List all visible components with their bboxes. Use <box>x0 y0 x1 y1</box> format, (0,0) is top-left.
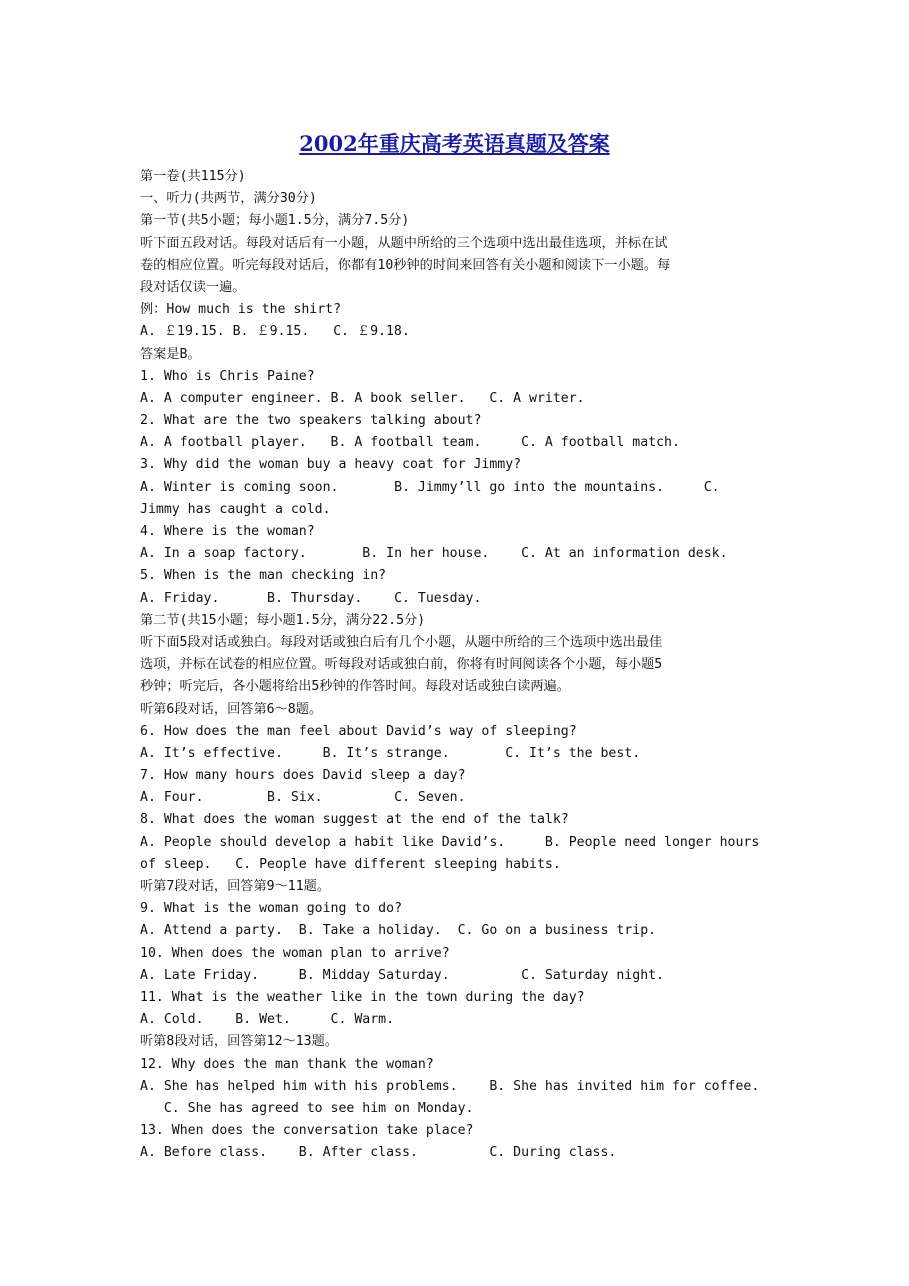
options: A. Attend a party. B. Take a holiday. C. Go on a business trip. <box>140 923 657 939</box>
question: 2. What are the two speakers talking about? <box>140 413 482 429</box>
dialogue-heading: 听第7段对话，回答第9～11题。 <box>140 879 331 894</box>
options: A. Friday. B. Thursday. C. Tuesday. <box>140 590 482 606</box>
document-title: 2002年重庆高考英语真题及答案 <box>299 131 610 156</box>
options-continued: Jimmy has caught a cold. <box>140 501 331 517</box>
options: A. Four. B. Six. C. Seven. <box>140 790 466 806</box>
instruction-line: 听下面五段对话。每段对话后有一小题，从题中所给的三个选项中选出最佳选项，并标在试 <box>140 235 668 251</box>
question: 9. What is the woman going to do? <box>140 901 403 917</box>
options: A. Before class. B. After class. C. During class. <box>140 1145 617 1161</box>
question: 10. When does the woman plan to arrive? <box>140 945 450 961</box>
dialogue-heading: 听第8段对话，回答第12～13题。 <box>140 1034 338 1050</box>
subsection-heading: 第一节(共5小题；每小题1.5分，满分7.5分) <box>140 213 410 229</box>
example-answer: 答案是B。 <box>140 346 201 362</box>
question: 12. Why does the man thank the woman? <box>140 1056 434 1072</box>
example-question: 例：How much is the shirt? <box>140 302 342 318</box>
options: A. A computer engineer. B. A book seller. C. A writer. <box>140 390 585 406</box>
question: 13. When does the conversation take place? <box>140 1123 474 1139</box>
question: 3. Why did the woman buy a heavy coat for Jimmy? <box>140 457 522 473</box>
question: 4. Where is the woman? <box>140 524 315 539</box>
subsection-heading: 第二节(共15小题；每小题1.5分，满分22.5分) <box>140 612 426 628</box>
document-body <box>140 166 790 1164</box>
instruction-line: 卷的相应位置。听完每段对话后，你都有10秒钟的时间来回答有关小题和阅读下一小题。每 <box>140 257 671 273</box>
options: A. A football player. B. A football team. C. A football match. <box>140 435 680 451</box>
part-heading: 一、听力(共两节，满分30分) <box>140 191 317 207</box>
instruction-line: 段对话仅读一遍。 <box>140 279 246 295</box>
question: 7. How many hours does David sleep a day? <box>140 768 466 784</box>
options-continued: C. She has agreed to see him on Monday. <box>140 1100 474 1116</box>
options: A. It’s effective. B. It’s strange. C. It’s the best. <box>140 745 641 761</box>
options: A. Late Friday. B. Midday Saturday. C. Saturday night. <box>140 967 665 983</box>
example-options: A. ￡19.15. B. ￡9.15. C. ￡9.18. <box>140 324 410 340</box>
options: A. She has helped him with his problems. B. She has invited him for coffee. <box>140 1078 760 1094</box>
options: A. Winter is coming soon. B. Jimmy’ll go into the mountains. C. <box>140 479 720 495</box>
instruction-line: 选项，并标在试卷的相应位置。听每段对话或独白前，你将有时间阅读各个小题，每小题5 <box>140 657 663 673</box>
question: 1. Who is Chris Paine? <box>140 368 315 384</box>
options: A. People should develop a habit like David’s. B. People need longer hours <box>140 834 760 850</box>
options-continued: of sleep. C. People have different sleeping habits. <box>140 856 561 872</box>
section-heading: 第一卷(共115分) <box>140 169 246 184</box>
instruction-line: 秒钟；听完后，各小题将给出5秒钟的作答时间。每段对话或独白读两遍。 <box>140 679 570 695</box>
options: A. In a soap factory. B. In her house. C. At an information desk. <box>140 546 728 562</box>
question: 6. How does the man feel about David’s way of sleeping? <box>140 723 577 739</box>
question: 11. What is the weather like in the town during the day? <box>140 989 585 1005</box>
instruction-line: 听下面5段对话或独白。每段对话或独白后有几个小题，从题中所给的三个选项中选出最佳 <box>140 634 663 650</box>
options: A. Cold. B. Wet. C. Warm. <box>140 1012 395 1028</box>
dialogue-heading: 听第6段对话，回答第6～8题。 <box>140 701 323 717</box>
question: 8. What does the woman suggest at the end of the talk? <box>140 812 569 828</box>
question: 5. When is the man checking in? <box>140 568 387 584</box>
